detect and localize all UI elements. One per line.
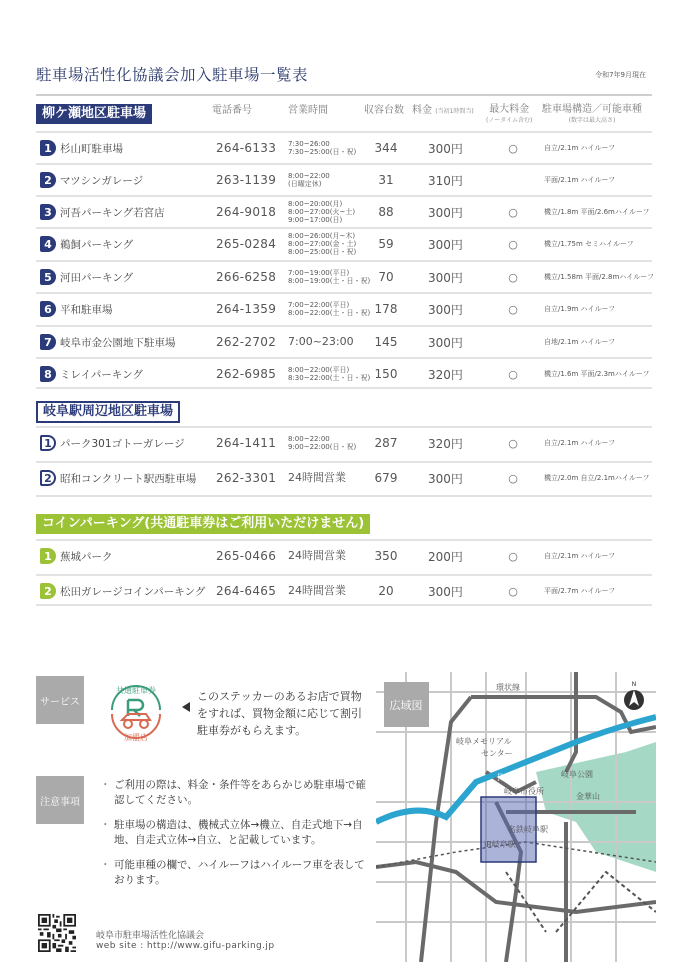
svg-text:岐阜市役所: 岐阜市役所 (504, 787, 544, 796)
table-row (36, 163, 652, 195)
parking-name: 松田ガレージコインパーキング (60, 585, 206, 598)
business-hours: 8:00~26:00(月~木) 8:00~27:00(金・土) 8:00~25:00(日・祝) (288, 232, 357, 256)
max-fee-mark: ○ (508, 436, 518, 450)
section-header-coin-parking (36, 514, 370, 534)
svg-text:金華山: 金華山 (576, 792, 600, 801)
fee: 320円 (428, 367, 463, 382)
section-title: 柳ケ瀬地区駐車場 (36, 104, 152, 124)
parking-name: 杉山町駐車場 (60, 142, 123, 155)
structure: 機立/1.58m 平面/2.8mハイルーフ (544, 273, 654, 281)
parking-number-badge-icon: 4 (40, 236, 56, 252)
max-fee-mark: ○ (508, 549, 518, 563)
parking-name: 河吾パーキング若宮店 (60, 206, 165, 219)
parking-name: 河田パーキング (60, 271, 134, 284)
table-row (36, 131, 652, 163)
col-header-capacity: 収容台数 (364, 105, 404, 116)
svg-text:N: N (631, 681, 637, 688)
parking-number-badge-icon: 5 (40, 269, 56, 285)
fee: 300円 (428, 205, 463, 220)
parking-name: 岐阜市金公園地下駐車場 (60, 336, 176, 349)
svg-text:JR岐阜駅: JR岐阜駅 (484, 840, 516, 849)
business-hours: 8:00~20:00(月) 8:00~27:00(火~土) 9:00~17:00(日) (288, 200, 356, 224)
phone-number[interactable]: 262-2702 (216, 335, 277, 349)
capacity: 679 (374, 471, 398, 485)
svg-text:長良川: 長良川 (496, 773, 520, 782)
table-row (36, 574, 652, 606)
business-hours: 8:00~22:00 9:00~22:00(日・祝) (288, 435, 357, 451)
phone-number[interactable]: 265-0466 (216, 549, 277, 563)
structure: 自立/2.1m ハイルーフ (544, 552, 616, 560)
table-row (36, 195, 652, 227)
section-title: 岐阜駅周辺地区駐車場 (36, 401, 180, 423)
capacity: 88 (378, 205, 394, 219)
parking-name: 平和駐車場 (60, 303, 113, 316)
structure: 機立/1.8m 平面/2.6mハイルーフ (544, 208, 650, 216)
business-hours: 24時間営業 (288, 471, 346, 484)
business-hours: 7:00~23:00 (288, 335, 354, 348)
parking-name: 昭和コンクリート駅西駐車場 (60, 472, 197, 485)
capacity: 287 (374, 436, 398, 450)
parking-number-badge-icon: 2 (40, 470, 56, 486)
capacity: 350 (374, 549, 398, 563)
notes-list (100, 778, 370, 898)
phone-number[interactable]: 265-0284 (216, 237, 277, 251)
service-description: このステッカーのあるお店で買物をすれば、買物金額に応じて割引駐車券がもらえます。 (197, 690, 362, 737)
svg-text:名鉄岐阜駅: 名鉄岐阜駅 (508, 825, 548, 834)
document-title: 駐車場活性化協議会加入駐車場一覧表 (36, 66, 309, 84)
parking-number-badge-icon: 8 (40, 366, 56, 382)
business-hours: 8:00~22:00(平日) 8:30~22:00(土・日・祝) (288, 366, 371, 382)
max-fee-mark: ○ (508, 270, 518, 284)
table-row (36, 426, 652, 458)
fee: 320円 (428, 436, 463, 451)
top-divider (36, 94, 652, 96)
fee: 300円 (428, 584, 463, 599)
section-header-gifu-station (36, 402, 180, 422)
structure: 機立/2.0m 自立/2.1mハイルーフ (544, 474, 650, 482)
business-hours: 24時間営業 (288, 549, 346, 562)
structure: 平面/2.7m ハイルーフ (544, 587, 616, 595)
structure: 自立/2.1m ハイルーフ (544, 439, 616, 447)
parking-name: 鵜飼パーキング (60, 238, 134, 251)
svg-text:加盟店: 加盟店 (124, 733, 148, 742)
business-hours: 7:00~22:00(平日) 8:00~22:00(土・日・祝) (288, 301, 371, 317)
col-header-max: 最大料金 (ノータイム含む) (486, 104, 533, 124)
phone-number[interactable]: 263-1139 (216, 173, 277, 187)
business-hours: 24時間営業 (288, 584, 346, 597)
pointer-arrow-icon (182, 702, 190, 712)
fee: 310円 (428, 173, 463, 188)
parking-number-badge-icon: 1 (40, 140, 56, 156)
note-item: ・ 駐車場の構造は、機械式立体→機立、自走式地下→自地、自走式立体→自立、と記載しています。 (100, 819, 363, 846)
structure: 自立/2.1m ハイルーフ (544, 144, 616, 152)
area-map (376, 672, 656, 962)
structure: 自地/2.1m ハイルーフ (544, 338, 616, 346)
phone-number[interactable]: 264-6465 (216, 584, 277, 598)
note-item: ・ ご利用の際は、料金・条件等をあらかじめ駐車場で確認してください。 (100, 779, 366, 806)
fee: 300円 (428, 141, 463, 156)
capacity: 59 (378, 237, 394, 251)
service-label: サービス (36, 676, 84, 724)
parking-number-badge-icon: 2 (40, 172, 56, 188)
svg-text:岐阜メモリアル: 岐阜メモリアル (456, 737, 512, 746)
max-fee-mark: ○ (508, 237, 518, 251)
parking-name: マツシンガレージ (60, 174, 144, 187)
col-header-structure: 駐車場構造／可能車種 (数字は最大高さ) (542, 104, 642, 124)
website-link[interactable]: web site : http://www.gifu-parking.jp (96, 941, 275, 951)
fee: 200円 (428, 549, 463, 564)
col-header-fee: 料金 (当初1時間当) (412, 105, 474, 116)
fee: 300円 (428, 335, 463, 350)
capacity: 31 (378, 173, 394, 187)
structure: 自立/1.9m ハイルーフ (544, 305, 616, 313)
parking-number-badge-icon: 3 (40, 204, 56, 220)
section-title: コインパーキング(共通駐車券はご利用いただけません) (36, 514, 370, 534)
fee: 300円 (428, 237, 463, 252)
structure: 平面/2.1m ハイルーフ (544, 176, 616, 184)
member-sticker-icon (104, 680, 168, 744)
phone-number[interactable]: 264-6133 (216, 141, 277, 155)
notes-label: 注意事項 (36, 776, 84, 824)
svg-text:環状線: 環状線 (496, 683, 520, 692)
svg-text:共通駐車券: 共通駐車券 (116, 686, 156, 695)
structure: 機立/1.6m 平面/2.3mハイルーフ (544, 370, 650, 378)
phone-number[interactable]: 262-6985 (216, 367, 277, 381)
parking-number-badge-icon: 6 (40, 301, 56, 317)
business-hours: 7:00~19:00(平日) 8:00~19:00(土・日・祝) (288, 269, 371, 285)
capacity: 344 (374, 141, 398, 155)
section-header-yanagase (36, 104, 152, 124)
fee: 300円 (428, 302, 463, 317)
parking-number-badge-icon: 1 (40, 548, 56, 564)
fee: 300円 (428, 471, 463, 486)
phone-number[interactable]: 264-1411 (216, 436, 277, 450)
phone-number[interactable]: 266-6258 (216, 270, 277, 284)
parking-number-badge-icon: 1 (40, 435, 56, 451)
parking-number-badge-icon: 7 (40, 334, 56, 350)
max-fee-mark (506, 327, 520, 357)
capacity: 70 (378, 270, 394, 284)
table-row (36, 539, 652, 571)
fee: 300円 (428, 270, 463, 285)
max-fee-mark: ○ (508, 141, 518, 155)
structure: 機立/1.75m セミハイルーフ (544, 240, 634, 248)
capacity: 178 (374, 302, 398, 316)
phone-number[interactable]: 264-1359 (216, 302, 277, 316)
parking-name: パーク301ゴトーガレージ (60, 437, 185, 450)
phone-number[interactable]: 264-9018 (216, 205, 277, 219)
parking-name: ミレイパーキング (60, 368, 143, 381)
note-item: ・ 可能車種の欄で、ハイルーフはハイルーフ車を表しております。 (100, 859, 365, 886)
business-hours: 8:00~22:00 (日曜定休) (288, 172, 330, 188)
capacity: 145 (374, 335, 398, 349)
max-fee-mark: ○ (508, 205, 518, 219)
col-header-tel: 電話番号 (212, 105, 252, 116)
phone-number[interactable]: 262-3301 (216, 471, 277, 485)
max-fee-mark: ○ (508, 584, 518, 598)
date-label: 令和7年9月現在 (595, 71, 646, 79)
capacity: 150 (374, 367, 398, 381)
parking-number-badge-icon: 2 (40, 583, 56, 599)
organization-name: 岐阜市駐車場活性化協議会 (96, 931, 205, 941)
map-label: 広域図 (389, 699, 423, 712)
table-row (36, 292, 652, 324)
table-row (36, 325, 652, 357)
table-row (36, 461, 652, 497)
col-header-hours: 営業時間 (288, 105, 328, 116)
parking-name: 蕪城パーク (60, 550, 113, 563)
max-fee-mark: ○ (508, 302, 518, 316)
svg-text:岐阜公園: 岐阜公園 (561, 770, 593, 779)
table-row (36, 227, 652, 259)
business-hours: 7:30~26:00 7:30~25:00(日・祝) (288, 140, 357, 156)
max-fee-mark: ○ (508, 471, 518, 485)
svg-text:センター: センター (481, 749, 513, 758)
table-row (36, 260, 652, 292)
max-fee-mark (506, 165, 520, 195)
capacity: 20 (378, 584, 394, 598)
max-fee-mark: ○ (508, 367, 518, 381)
qr-code-icon[interactable] (38, 914, 76, 952)
table-row (36, 357, 652, 389)
